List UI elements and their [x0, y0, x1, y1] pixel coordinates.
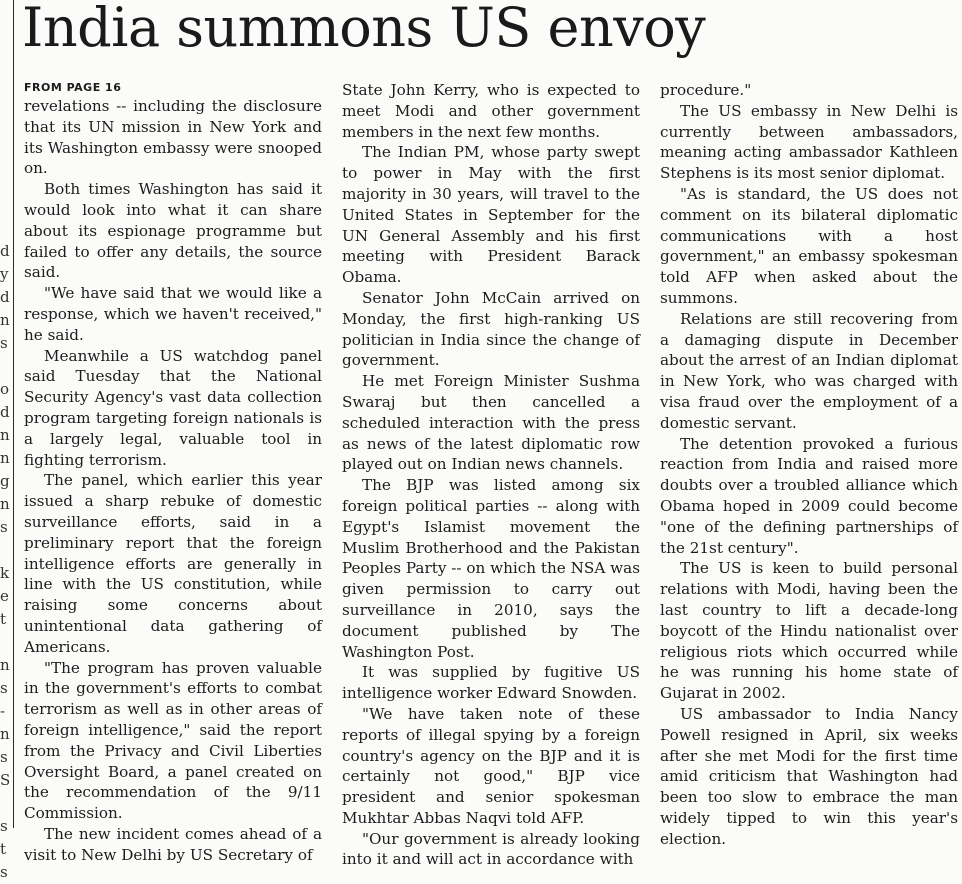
clipped-letter: g	[0, 472, 10, 490]
paragraph: The US embassy in New Delhi is currently between ambassadors, meaning acting ambassador Kathleen Stephens is its most senior diplomat.	[660, 101, 958, 183]
column-rule	[13, 0, 14, 828]
paragraph: US ambassador to India Nancy Powell resigned in April, six weeks after she met Modi for the first time amid criticism that Washington had been too slow to embrace the man widely tipped to win this year's election.	[660, 704, 958, 848]
clipped-letter: t	[0, 610, 7, 628]
paragraph: Both times Washington has said it would look into what it can share about its espionage programme but failed to offer any details, the source said.	[24, 180, 322, 282]
clipped-letter: s	[0, 518, 8, 536]
clipped-letter: y	[0, 265, 9, 283]
clipped-letter: d	[0, 288, 10, 306]
clipped-letter: n	[0, 656, 10, 674]
paragraph: He met Foreign Minister Sushma Swaraj but then cancelled a scheduled interaction with the press as news of the latest diplomatic row played out on Indian news channels.	[342, 372, 640, 474]
clipped-letter: -	[0, 702, 6, 720]
paragraph: The Indian PM, whose party swept to power in May with the first majority in 30 years, will travel to the United States in September for the UN General Assembly and his first meeting with President Barack Obama.	[342, 143, 640, 287]
clipped-letter: s	[0, 748, 8, 766]
clipped-letter: S	[0, 771, 11, 789]
paragraph: Relations are still recovering from a damaging dispute in December about the arrest of an Indian diplomat in New York, who was charged with visa fraud over the employment of a domestic servant.	[660, 309, 958, 432]
article-column-3	[660, 80, 958, 848]
clipped-letter: d	[0, 242, 10, 260]
paragraph: The detention provoked a furious reaction from India and raised more doubts over a troubled alliance which Obama hoped in 2009 could become "one of the defining partnerships of the 21st century".	[660, 434, 958, 557]
paragraph: Meanwhile a US watchdog panel said Tuesday that the National Security Agency's vast data collection program targeting foreign nationals is a largely legal, valuable tool in fighting terrorism.	[24, 346, 322, 469]
clipped-letter	[0, 539, 10, 562]
paragraph: The panel, which earlier this year issued a sharp rebuke of domestic surveillance efforts, said in a preliminary report that the foreign intelligence efforts are generally in line with the US constitution, while raising some concerns about unintentional data gathering of Americans.	[24, 471, 322, 656]
clipped-letter: s	[0, 679, 8, 697]
paragraph: The new incident comes ahead of a visit to New Delhi by US Secretary of	[24, 824, 322, 864]
paragraph: "We have taken note of these reports of illegal spying by a foreign country's agency on the BJP and it is certainly not good," BJP vice president and senior spokesman Mukhtar Abbas Naqvi told AFP.	[342, 704, 640, 827]
paragraph: procedure."	[660, 81, 752, 99]
jump-line: FROM PAGE 16	[24, 81, 122, 94]
clipped-letter: e	[0, 587, 9, 605]
paragraph: It was supplied by fugitive US intelligence worker Edward Snowden.	[342, 663, 640, 703]
paragraph: The US is keen to build personal relations with Modi, having been the last country to lift a decade-long boycott of the Hindu nationalist over religious riots which occurred while he was running his home state of Gujarat in 2002.	[660, 559, 958, 703]
paragraph: "Our government is already looking into it and will act in accordance with	[342, 829, 640, 869]
clipped-adjacent-column	[0, 240, 10, 884]
paragraph: Senator John McCain arrived on Monday, the first high-ranking US politician in India since the change of government.	[342, 288, 640, 370]
clipped-letter: d	[0, 403, 10, 421]
clipped-letter	[0, 792, 10, 815]
clipped-letter: n	[0, 495, 10, 513]
paragraph: State John Kerry, who is expected to meet Modi and other government members in the next few months.	[342, 81, 640, 141]
article-column-2	[342, 80, 640, 869]
clipped-letter: s	[0, 817, 8, 835]
article-column-1	[24, 80, 322, 864]
clipped-letter: n	[0, 725, 10, 743]
clipped-letter: t	[0, 840, 7, 858]
clipped-letter: o	[0, 380, 10, 398]
clipped-letter: n	[0, 311, 10, 329]
clipped-letter	[0, 355, 10, 378]
clipped-letter: s	[0, 334, 8, 352]
clipped-letter: s	[0, 863, 8, 881]
clipped-letter	[0, 631, 10, 654]
paragraph: "We have said that we would like a response, which we haven't received," he said.	[24, 284, 322, 344]
clipped-letter: k	[0, 564, 10, 582]
headline: India summons US envoy	[22, 0, 706, 59]
clipped-letter: n	[0, 449, 10, 467]
paragraph: revelations -- including the disclosure that its UN mission in New York and its Washington embassy were snooped on.	[24, 97, 322, 178]
clipped-letter: n	[0, 426, 10, 444]
paragraph: "The program has proven valuable in the government's efforts to combat terrorism as well as in other areas of foreign intelligence," said the report from the Privacy and Civil Liberties Oversight Board, a panel created on the recommendation of the 9/11 Commission.	[24, 658, 322, 823]
paragraph: The BJP was listed among six foreign political parties -- along with Egypt's Islamist movement the Muslim Brotherhood and the Pakistan Peoples Party -- on which the NSA was given permission to carry out surveillance in 2010, says the document published by The Washington Post.	[342, 476, 640, 661]
paragraph: "As is standard, the US does not comment on its bilateral diplomatic communications with a host government," an embassy spokesman told AFP when asked about the summons.	[660, 184, 958, 307]
